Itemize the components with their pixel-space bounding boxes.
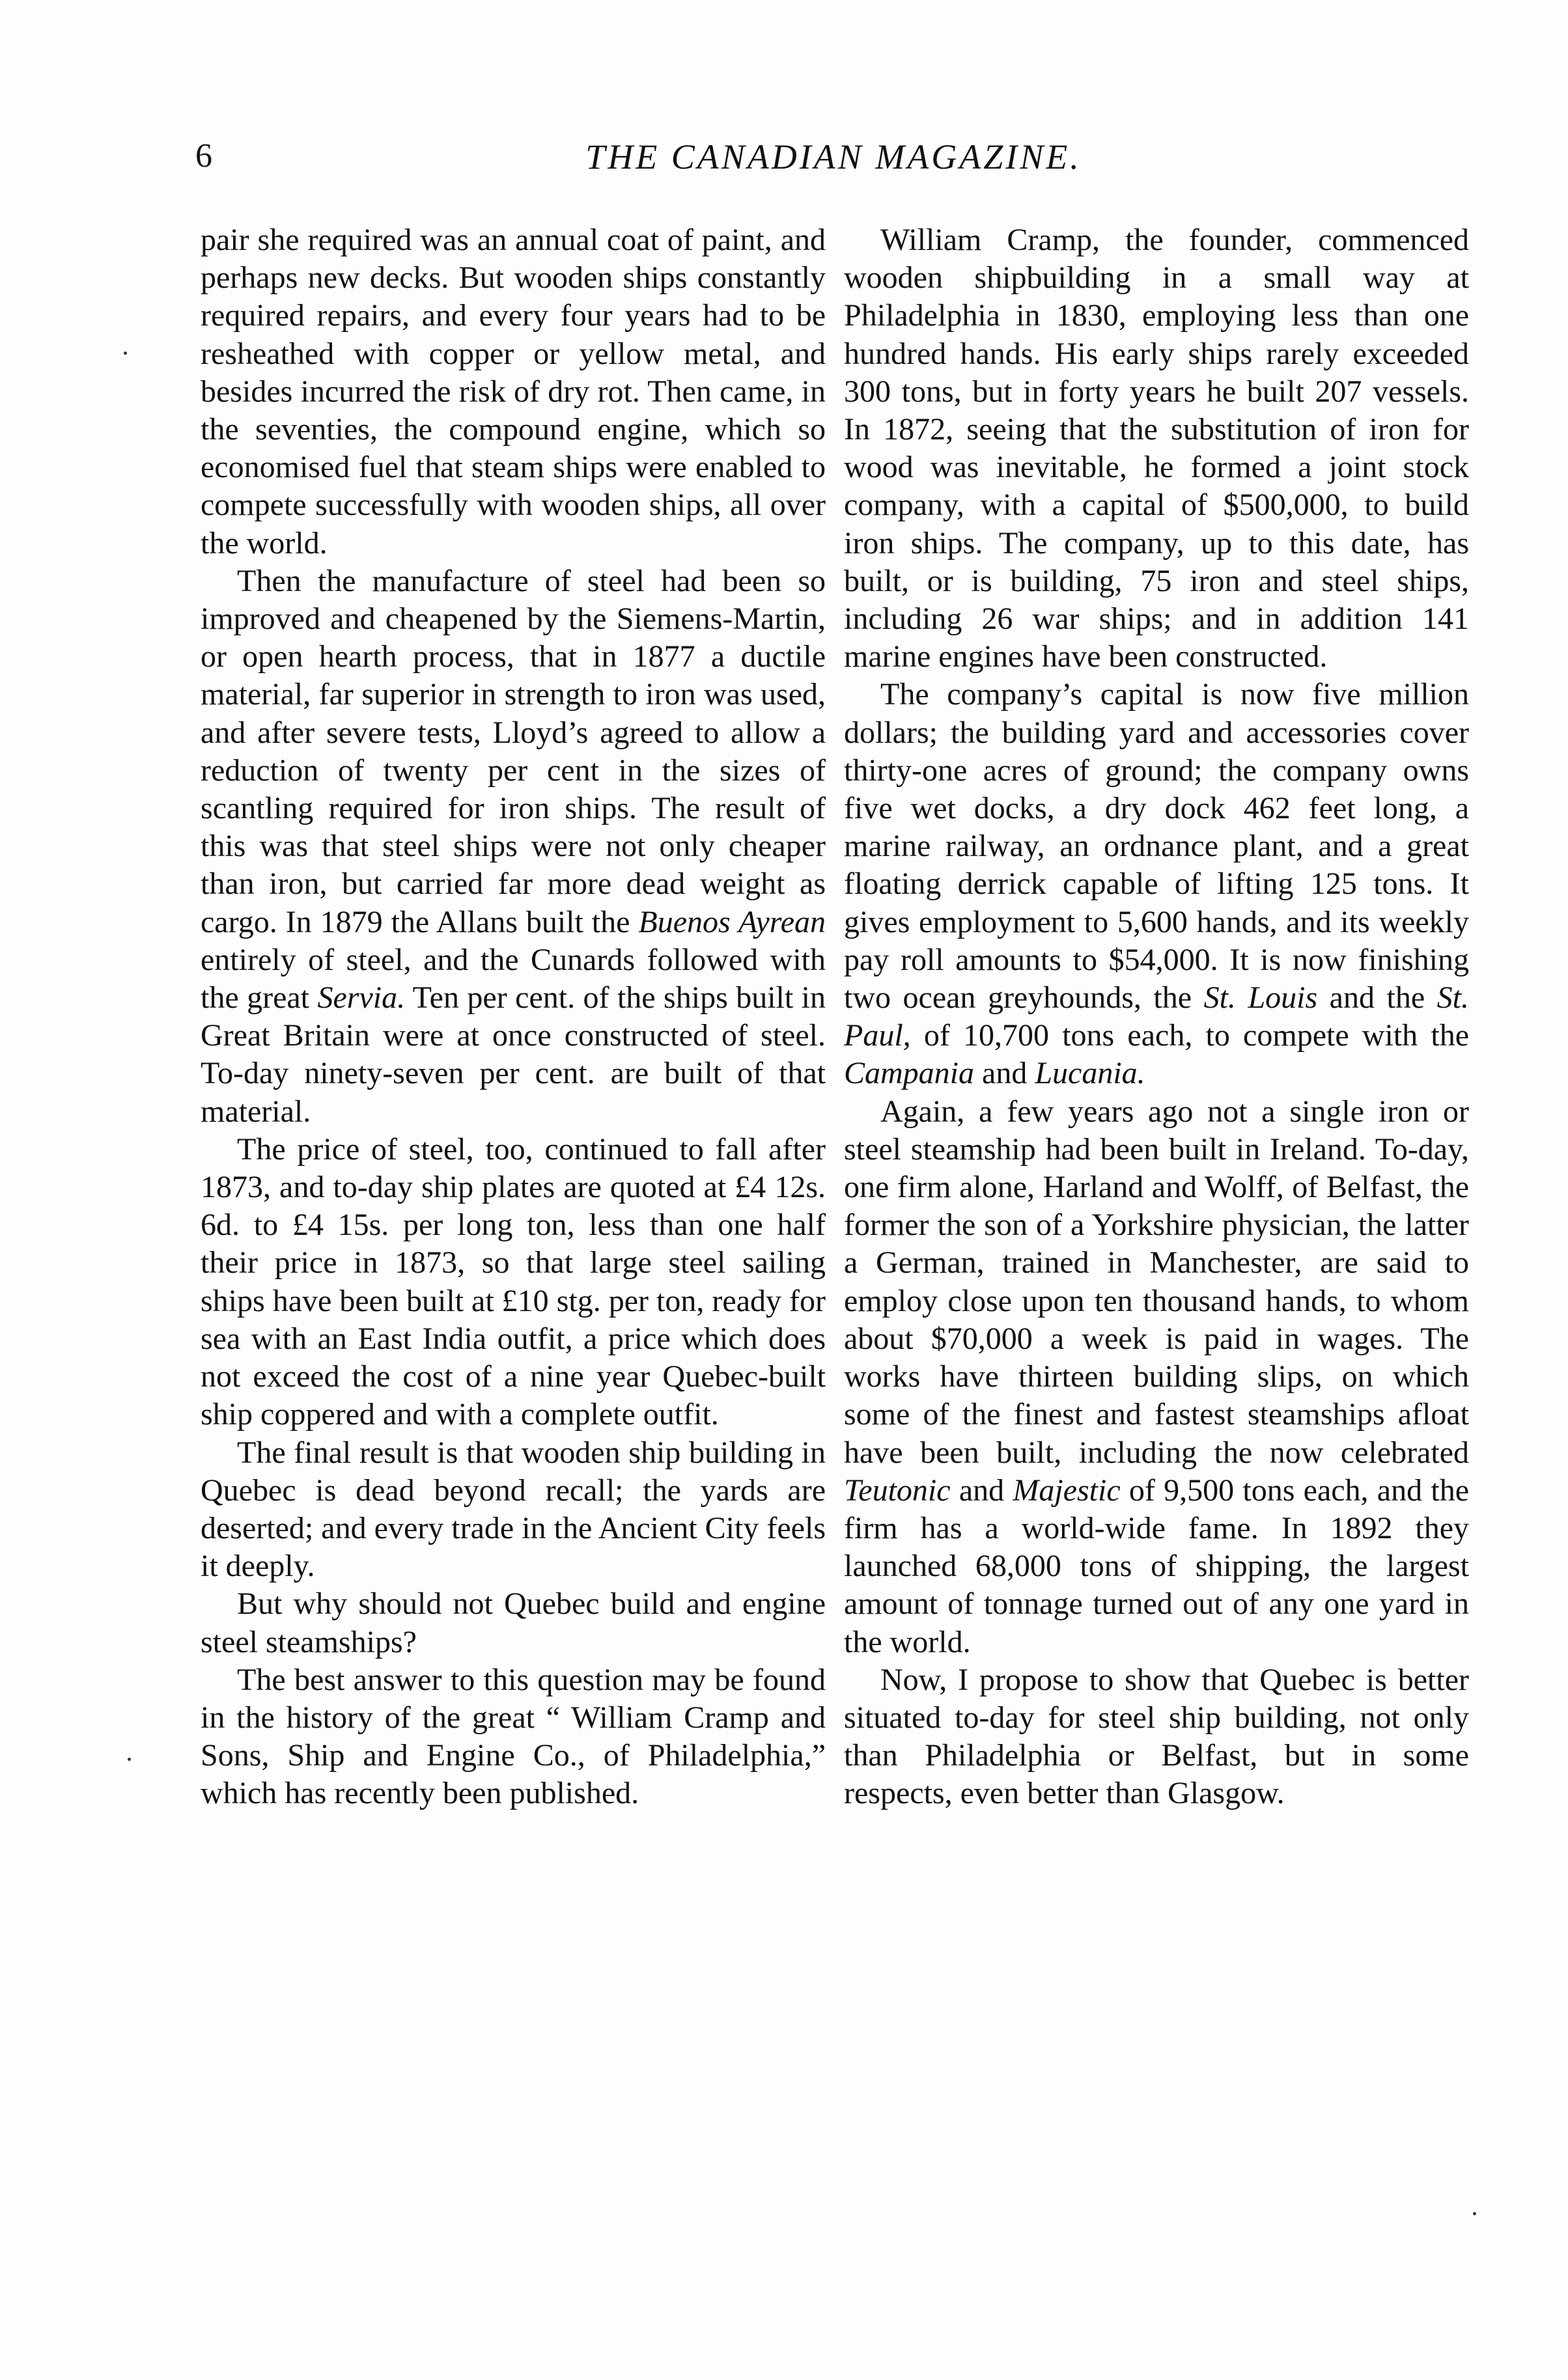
print-speck [1473,2212,1476,2215]
text-run: The best answer to this question may be found in the history of the great “ William Cramp and Sons, Ship and Engine Co., of Philadelphia,” which has recently been published. [201,1662,826,1811]
paragraph [201,221,826,562]
text-run: and [974,1056,1035,1091]
text-run: pair she required was an annual coat of paint, and perhaps new decks. But wooden ships constantly required repairs, and every four years had to be resheathed with copper or yellow metal, and besides incurred the risk of dry rot. Then came, in the seventies, the compound engine, which so economised fuel that steam ships were enabled to compete successfully with wooden ships, all over the world. [201,223,826,560]
text-run: of 10,700 tons each, to compete with the [910,1018,1469,1053]
italic-text: Lucania. [1035,1056,1145,1091]
italic-text: Majestic [1013,1473,1121,1508]
text-run: The price of steel, too, continued to fall after 1873, and to-day ship plates are quoted at £4 12s. 6d. to £4 15s. per long ton, less than one half their price in 1873, so that large steel sailing ships have been built at £10 stg. per ton, ready for sea with an East India outfit, a price which does not exceed the cost of a nine year Quebec-built ship coppered and with a complete outfit. [201,1131,826,1432]
text-run: The company’s capital is now five million dollars; the building yard and accessories cover thirty-one acres of ground; the company owns five wet docks, a dry dock 462 feet long, a marine railway, an ordnance plant, and a great floating derrick capable of lifting 125 tons. It gives employment to 5,600 hands, and its weekly pay roll amounts to $54,000. It is now finishing two ocean greyhounds, the [844,677,1469,1016]
text-run: William Cramp, the founder, commenced wooden shipbuilding in a small way at Philadelphia in 1830, employing less than one hundred hands. His early ships rarely exceeded 300 tons, but in forty years he built 207 vessels. In 1872, seeing that the substitution of iron for wood was inevitable, he formed a joint stock company, with a capital of $500,000, to build iron ships. The company, up to this date, has built, or is building, 75 iron and steel ships, including 26 war ships; and in addition 141 marine engines have been constructed. [844,223,1469,674]
right-column [844,221,1469,1813]
italic-text: St. Louis [1203,980,1318,1016]
paragraph [201,1131,826,1434]
italic-text: St. Paul, [844,980,1469,1053]
text-run: Now, I propose to show that Quebec is better situated to-day for steel ship building, not only than Philadelphia or Belfast, but in some respects, even better than Glasgow. [844,1662,1469,1811]
paragraph [201,1585,826,1661]
italic-text: Campania [844,1056,975,1091]
text-run: of 9,500 tons each, and the firm has a world-wide fame. In 1892 they launched 68,000 tons of shipping, the largest amount of tonnage turned out of any one yard in the world. [844,1473,1469,1659]
paragraph [201,1661,826,1813]
italic-text: Teutonic [844,1473,951,1508]
running-title: THE CANADIAN MAGAZINE. [585,137,1082,176]
page-header [195,137,1472,189]
paragraph [201,562,826,1131]
page-number: 6 [195,137,212,174]
italic-text: Servia. [317,980,406,1016]
text-run: Ten per cent. of the ships built in Great Britain were at once constructed of steel. To-day ninety-seven per cent. are built of that material. [201,980,826,1129]
italic-text: Buenos Ayrean [638,904,826,939]
left-column [201,221,826,1813]
paragraph [844,1093,1469,1661]
text-run: and the [1317,980,1437,1016]
paragraph [844,1661,1469,1813]
print-speck [128,1758,131,1761]
text-run: Then the manufacture of steel had been so improved and cheapened by the Siemens-Martin, or open hearth process, that in 1877 a ductile material, far superior in strength to iron was used, and after severe tests, Lloyd’s agreed to allow a reduction of twenty per cent in the sizes of scantling required for iron ships. The result of this was that steel ships were not only cheaper than iron, but carried far more dead weight as cargo. In 1879 the Allans built the [201,563,826,939]
paragraph [844,676,1469,1092]
print-speck [124,352,127,355]
text-run: Again, a few years ago not a single iron or steel steamship had been built in Ireland. To-day, one firm alone, Harland and Wolff, of Belfast, the former the son of a Yorkshire physician, the latter a German, trained in Manchester, are said to employ close upon ten thousand hands, to whom about $70,000 a week is paid in wages. The works have thirteen building slips, on which some of the finest and fastest steamships afloat have been built, including the now celebrated [844,1094,1469,1470]
text-run: entirely of steel, and the Cunards followed with the great [201,942,826,1016]
text-run: But why should not Quebec build and engine steel steamships? [201,1586,826,1659]
text-run: and [950,1473,1013,1508]
paragraph [844,221,1469,676]
text-run: The final result is that wooden ship building in Quebec is dead beyond recall; the yards are deserted; and every trade in the Ancient City feels it deeply. [201,1435,826,1584]
paragraph [201,1434,826,1586]
